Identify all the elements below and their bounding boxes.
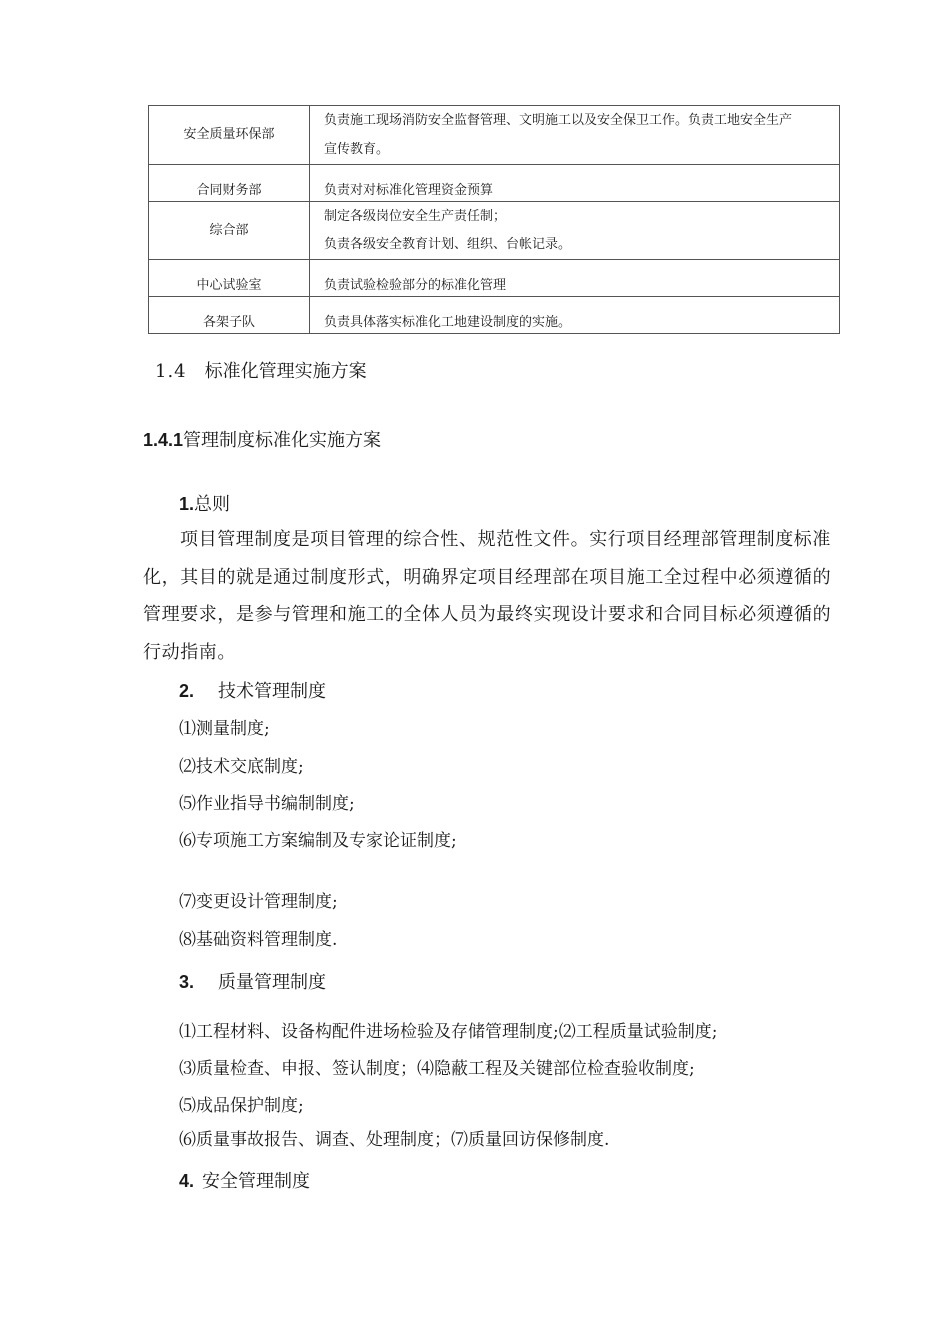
heading-safety: [179, 1167, 310, 1193]
list-item: ⑶质量检查、申报、签认制度；⑷隐蔽工程及关键部位检查验收制度;: [179, 1059, 695, 1079]
desc-cell: [310, 106, 840, 165]
heading-title: 技术管理制度: [218, 681, 327, 702]
desc-line: 制定各级岗位安全生产责任制；: [324, 208, 507, 224]
section-title: 管理制度标准化实施方案: [183, 430, 382, 451]
dept-cell: 合同财务部: [149, 165, 310, 202]
section-number: 1.4.1: [143, 430, 184, 450]
section-number: 1.4: [155, 361, 187, 382]
list-item: ⑹专项施工方案编制及专家论证制度;: [179, 831, 457, 851]
desc-line: 负责试验检验部分的标准化管理: [324, 278, 507, 293]
list-item: ⑴工程材料、设备构配件进场检验及存储管理制度;⑵工程质量试验制度;: [179, 1022, 718, 1042]
heading-quality: [179, 968, 326, 994]
table-row: [149, 202, 840, 260]
desc-cell: [310, 260, 840, 297]
heading-general: [179, 490, 230, 516]
section-heading-1-4-1: [143, 426, 381, 452]
dept-cell: 各架子队: [149, 297, 310, 334]
desc-cell: [310, 165, 840, 202]
heading-number: 2.: [179, 681, 195, 701]
table-row: [149, 106, 840, 165]
dept-cell: 中心试验室: [149, 260, 310, 297]
dept-cell: 综合部: [149, 202, 310, 260]
section-title: 标准化管理实施方案: [204, 361, 367, 382]
heading-title: 总则: [194, 494, 231, 515]
list-item: ⑻基础资料管理制度.: [179, 930, 338, 950]
desc-line: 负责各级安全教育计划、组织、台帐记录。: [324, 236, 572, 252]
table-row: [149, 260, 840, 297]
list-item: ⑵技术交底制度;: [179, 757, 304, 777]
desc-line: 负责施工现场消防安全监督管理、文明施工以及安全保卫工作。负责工地安全生产: [324, 113, 793, 128]
table-row: [149, 297, 840, 334]
table-row: [149, 165, 840, 202]
desc-line: 宣传教育。: [324, 142, 390, 157]
desc-line: 负责对对标准化管理资金预算: [324, 183, 494, 198]
list-item: ⑸作业指导书编制制度;: [179, 794, 355, 814]
responsibility-table: [148, 105, 840, 334]
heading-title: 安全管理制度: [202, 1171, 311, 1192]
general-paragraph: 项目管理制度是项目管理的综合性、规范性文件。实行项目经理部管理制度标准化，其目的就是通过制度形式，明确界定项目经理部在项目施工全过程中必须遵循的管理要求，是参与管理和施工的全体人员为最终实现设计要求和合同目标必须遵循的行动指南。: [143, 529, 832, 663]
heading-number: 1.: [179, 494, 195, 514]
list-item: ⑴测量制度;: [179, 719, 270, 739]
heading-number: 3.: [179, 972, 195, 992]
list-item: ⑸成品保护制度;: [179, 1096, 304, 1116]
heading-title: 质量管理制度: [218, 972, 327, 993]
section-heading-1-4: [155, 357, 367, 383]
heading-tech: [179, 677, 326, 703]
list-item: ⑹质量事故报告、调查、处理制度；⑺质量回访保修制度.: [179, 1130, 610, 1150]
heading-number: 4.: [179, 1171, 195, 1191]
dept-cell: 安全质量环保部: [149, 106, 310, 165]
desc-line: 负责具体落实标准化工地建设制度的实施。: [324, 315, 572, 330]
desc-cell: [310, 202, 840, 260]
list-item: ⑺变更设计管理制度;: [179, 892, 338, 912]
desc-cell: [310, 297, 840, 334]
